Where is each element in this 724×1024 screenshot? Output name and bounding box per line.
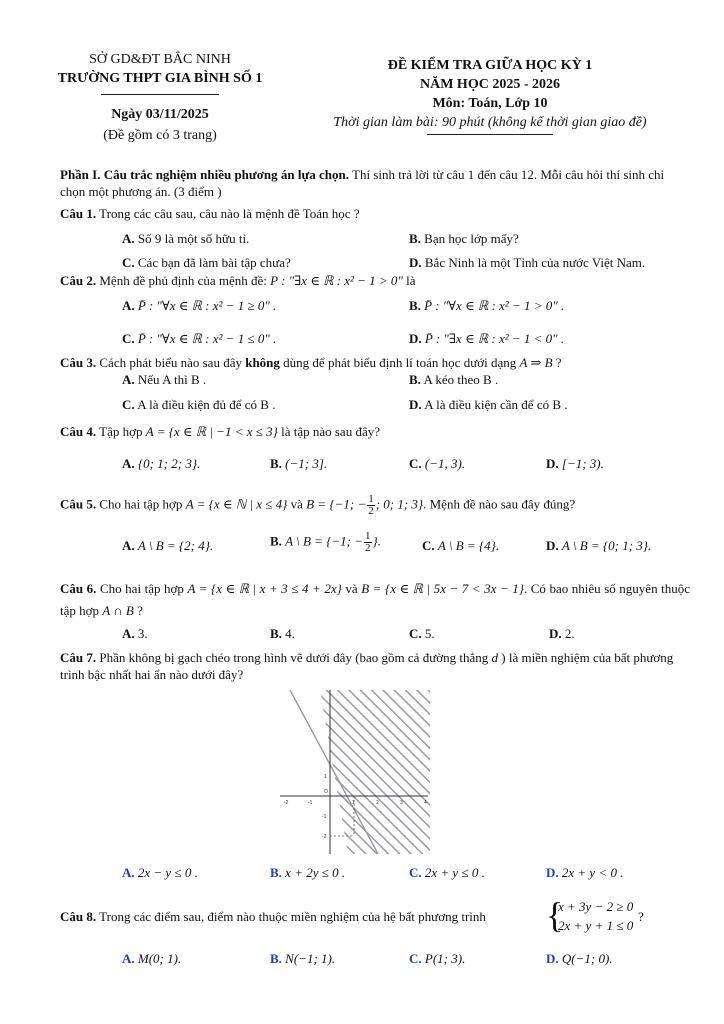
option-letter: D. [546, 538, 559, 553]
option-text: A \ B = {2; 4}. [137, 538, 214, 553]
option-letter: C. [422, 538, 435, 553]
option-letter: D. [549, 626, 562, 641]
option-letter: A. [122, 865, 135, 880]
question-6 [60, 578, 690, 622]
option-text: A là điều kiện đủ để có B . [137, 397, 276, 412]
q3-option-d[interactable] [409, 396, 568, 413]
q7-option-b[interactable] [270, 864, 345, 881]
q4-option-d[interactable] [546, 455, 604, 472]
option-letter: D. [409, 397, 422, 412]
option-text: Bắc Ninh là một Tỉnh của nước Việt Nam. [424, 255, 646, 270]
q7-option-c[interactable] [409, 864, 485, 881]
q6-intersection: A ∩ B [102, 603, 134, 618]
dept-name: SỞ GD&ĐT BẮC NINH [89, 52, 231, 67]
q1-text: Trong các câu sau, câu nào là mệnh đề Toán học ? [96, 206, 360, 221]
q3-tail: ? [552, 355, 562, 370]
option-text-end: }. [372, 533, 381, 549]
q8-inequality-1: x + 3y − 2 ≥ 0 [558, 899, 634, 914]
page-count: (Đề gồm có 3 trang) [103, 128, 217, 143]
q2-option-d[interactable] [409, 330, 564, 347]
option-text: A kéo theo B . [423, 372, 499, 387]
option-text: P̄ : "∀x ∈ ℝ : x² − 1 ≥ 0" . [137, 298, 277, 313]
option-text: P̄ : "∃x ∈ ℝ : x² − 1 < 0" . [424, 331, 565, 346]
q7-option-a[interactable] [122, 864, 198, 881]
x-tick-label: -2 [284, 800, 289, 806]
origin-label: O [324, 789, 328, 795]
q6-option-b[interactable] [270, 625, 295, 642]
option-text: (−1; 3]. [285, 456, 328, 471]
q2-option-a[interactable] [122, 297, 276, 314]
q2-proposition: P : "∃x ∈ ℝ : x² − 1 > 0" [270, 273, 403, 288]
x-tick-label: 2 [376, 800, 379, 806]
q8-tail: ? [638, 909, 644, 924]
x-tick-label: 1 [352, 800, 355, 806]
option-text: 2x + y ≤ 0 . [424, 865, 485, 880]
option-letter: B. [409, 231, 421, 246]
q3-text: Cách phát biểu nào sau đây [96, 355, 246, 370]
q8-inequality-2: 2x + y + 1 ≤ 0 [558, 918, 634, 933]
option-letter: A. [122, 231, 135, 246]
q6-label: Câu 6. [60, 581, 97, 596]
option-text: 2x − y ≤ 0 . [137, 865, 198, 880]
option-text: 2. [564, 626, 575, 641]
q8-option-b[interactable] [270, 950, 335, 967]
part1-instructions [60, 166, 690, 200]
x-tick-label: 3 [400, 800, 403, 806]
option-letter: B. [270, 865, 282, 880]
q4-tail: là tập nào sau đây? [277, 424, 380, 439]
subject: Môn: Toán, Lớp 10 [432, 96, 548, 111]
option-letter: A. [122, 626, 135, 641]
y-tick-label: 1 [324, 774, 327, 780]
q5-option-a[interactable] [122, 537, 213, 554]
q3-option-b[interactable] [409, 371, 498, 388]
q3-option-c[interactable] [122, 396, 275, 413]
option-letter: A. [122, 538, 135, 553]
option-letter: A. [122, 298, 135, 313]
option-text: x + 2y ≤ 0 . [285, 865, 346, 880]
q8-option-d[interactable] [546, 950, 613, 967]
option-text: Q(−1; 0). [561, 951, 613, 966]
header-left [48, 50, 272, 145]
y-tick-label: -2 [322, 834, 327, 840]
exam-time: Thời gian làm bài: 90 phút (không kể thời gian giao đề) [333, 115, 647, 130]
y-tick-label: -1 [322, 814, 327, 820]
q6-set-a: A = {x ∈ ℝ | x + 3 ≤ 4 + 2x} [187, 581, 342, 596]
q3-option-a[interactable] [122, 371, 206, 388]
q7-text: Phần không bị gạch chéo trong hình vẽ dưới đây (bao gồm cả đường thẳng [96, 650, 492, 665]
option-text: N(−1; 1). [285, 951, 336, 966]
option-letter: C. [409, 456, 422, 471]
exam-date: Ngày 03/11/2025 [111, 107, 209, 122]
question-8 [60, 896, 690, 936]
part1-title: Phần I. Câu trắc nghiệm nhiều phương án lựa chọn. [60, 167, 350, 182]
option-letter: A. [122, 951, 135, 966]
q8-label: Câu 8. [60, 909, 97, 924]
q6-text: Cho hai tập hợp [96, 581, 188, 596]
option-text: {0; 1; 2; 3}. [137, 456, 201, 471]
option-letter: D. [546, 456, 559, 471]
q3-text-2: dùng để phát biểu định lí toán học dưới dạng [279, 355, 520, 370]
option-text: A \ B = {4}. [437, 538, 500, 553]
system-brace: { [546, 895, 564, 935]
q6-tail: . Có bao nhiêu số nguyên thuộc tập hợp [60, 581, 690, 618]
question-1 [60, 205, 690, 222]
q1-option-b[interactable] [409, 230, 519, 247]
q5-option-c[interactable] [422, 537, 499, 554]
q5-b-fraction [364, 531, 372, 554]
option-letter: A. [122, 372, 135, 387]
option-letter: C. [122, 331, 135, 346]
option-letter: B. [270, 533, 282, 549]
q2-label: Câu 2. [60, 273, 97, 288]
q1-option-a[interactable] [122, 230, 249, 247]
q3-emphasis: không [245, 355, 280, 370]
q5-option-d[interactable] [546, 537, 651, 554]
header-right [300, 56, 680, 139]
question-4 [60, 423, 690, 440]
part1-desc: Thí sinh trả lời từ câu 1 đến câu 12. Mỗi câu hỏi thí sinh chỉ chọn một phương án. (3 điểm ) [60, 167, 665, 199]
option-text: 4. [285, 626, 295, 641]
hatched-region [320, 690, 430, 854]
option-letter: C. [409, 626, 422, 641]
fraction-numerator: 1 [368, 493, 374, 505]
q5-and: và [287, 496, 307, 512]
option-text: M(0; 1). [137, 951, 182, 966]
q2-text: Mệnh đề phủ định của mệnh đề: [96, 273, 271, 288]
option-letter: C. [409, 951, 422, 966]
option-letter: B. [409, 372, 421, 387]
option-letter: C. [122, 255, 135, 270]
option-letter: B. [409, 298, 421, 313]
q3-form: A ⇒ B [519, 355, 553, 370]
q3-label: Câu 3. [60, 355, 97, 370]
q5-fraction [367, 494, 375, 517]
q4-option-c[interactable] [409, 455, 465, 472]
school-name: TRƯỜNG THPT GIA BÌNH SỐ 1 [57, 71, 263, 86]
question-2 [60, 272, 690, 289]
option-letter: B. [270, 456, 282, 471]
q8-text: Trong các điểm sau, điểm nào thuộc miền nghiệm của hệ bất phương trình [96, 909, 486, 924]
exam-title: ĐỀ KIỂM TRA GIỮA HỌC KỲ 1 [387, 58, 593, 73]
q6-and: và [341, 581, 362, 596]
option-text: 3. [137, 626, 148, 641]
q7-option-d[interactable] [546, 864, 623, 881]
fraction-numerator: 1 [365, 530, 371, 542]
q7-label: Câu 7. [60, 650, 97, 665]
q4-option-b[interactable] [270, 455, 327, 472]
fraction-denominator: 2 [365, 542, 371, 554]
option-text: P̄ : "∀x ∈ ℝ : x² − 1 > 0" . [424, 298, 565, 313]
q4-label: Câu 4. [60, 424, 97, 439]
q5-option-b[interactable] [270, 531, 381, 554]
q5-tail: . Mệnh đề nào sau đây đúng? [423, 496, 576, 512]
q7-graph [280, 690, 430, 854]
q2-tail: là [402, 273, 416, 288]
q2-option-c[interactable] [122, 330, 276, 347]
option-text: P̄ : "∀x ∈ ℝ : x² − 1 ≤ 0" . [137, 331, 277, 346]
option-letter: C. [122, 397, 135, 412]
option-letter: D. [546, 865, 559, 880]
option-letter: B. [270, 626, 282, 641]
option-text: A \ B = {−1; − [285, 533, 364, 549]
q1-option-d[interactable] [409, 254, 645, 271]
q4-set: A = {x ∈ ℝ | −1 < x ≤ 3} [145, 424, 278, 439]
q8-option-a[interactable] [122, 950, 181, 967]
q7-line-d: d [491, 650, 498, 665]
q5-label: Câu 5. [60, 496, 97, 512]
q6-option-d[interactable] [549, 625, 575, 642]
q5-set-b-end: ; 0; 1; 3} [375, 496, 424, 512]
option-text: Bạn học lớp mấy? [424, 231, 519, 246]
option-text: Số 9 là một số hữu tỉ. [137, 231, 250, 246]
q5-text: Cho hai tập hợp [96, 496, 186, 512]
option-letter: D. [546, 951, 559, 966]
q4-option-a[interactable] [122, 455, 200, 472]
q6-option-c[interactable] [409, 625, 435, 642]
option-letter: C. [409, 865, 422, 880]
q6-set-b: B = {x ∈ ℝ | 5x − 7 < 3x − 1} [361, 581, 524, 596]
header-left-rule [101, 94, 219, 95]
q8-stem [60, 908, 486, 925]
question-7 [60, 649, 690, 683]
q6-option-a[interactable] [122, 625, 148, 642]
q1-label: Câu 1. [60, 206, 97, 221]
option-text: (−1, 3). [424, 456, 466, 471]
q5-set-b-start: B = {−1; − [306, 496, 367, 512]
option-text: [−1; 3). [561, 456, 604, 471]
option-letter: A. [122, 456, 135, 471]
q4-text: Tập hợp [96, 424, 146, 439]
option-text: Các bạn đã làm bài tập chưa? [137, 255, 291, 270]
q5-set-a: A = {x ∈ ℕ | x ≤ 4} [185, 496, 288, 512]
x-tick-label: 4 [424, 800, 427, 806]
fraction-denominator: 2 [368, 505, 374, 517]
q6-question-mark: ? [133, 603, 143, 618]
q8-option-c[interactable] [409, 950, 465, 967]
option-text: 2x + y < 0 . [561, 865, 624, 880]
q7-tail: ) là miền nghiệm của bất phương trình bậc nhất hai ẩn nào dưới đây? [60, 650, 674, 682]
school-year: NĂM HỌC 2025 - 2026 [420, 77, 560, 92]
option-text: A \ B = {0; 1; 3}. [561, 538, 652, 553]
option-text: 5. [424, 626, 435, 641]
q2-option-b[interactable] [409, 297, 564, 314]
option-text: Nếu A thì B . [137, 372, 207, 387]
option-letter: B. [270, 951, 282, 966]
option-text: A là điều kiện cần để có B . [424, 397, 568, 412]
option-letter: D. [409, 331, 422, 346]
question-5 [60, 494, 690, 517]
q1-option-c[interactable] [122, 254, 291, 271]
x-tick-label: -1 [308, 800, 313, 806]
header-right-rule [427, 134, 553, 135]
option-letter: D. [409, 255, 422, 270]
option-text: P(1; 3). [424, 951, 466, 966]
question-3 [60, 354, 690, 371]
